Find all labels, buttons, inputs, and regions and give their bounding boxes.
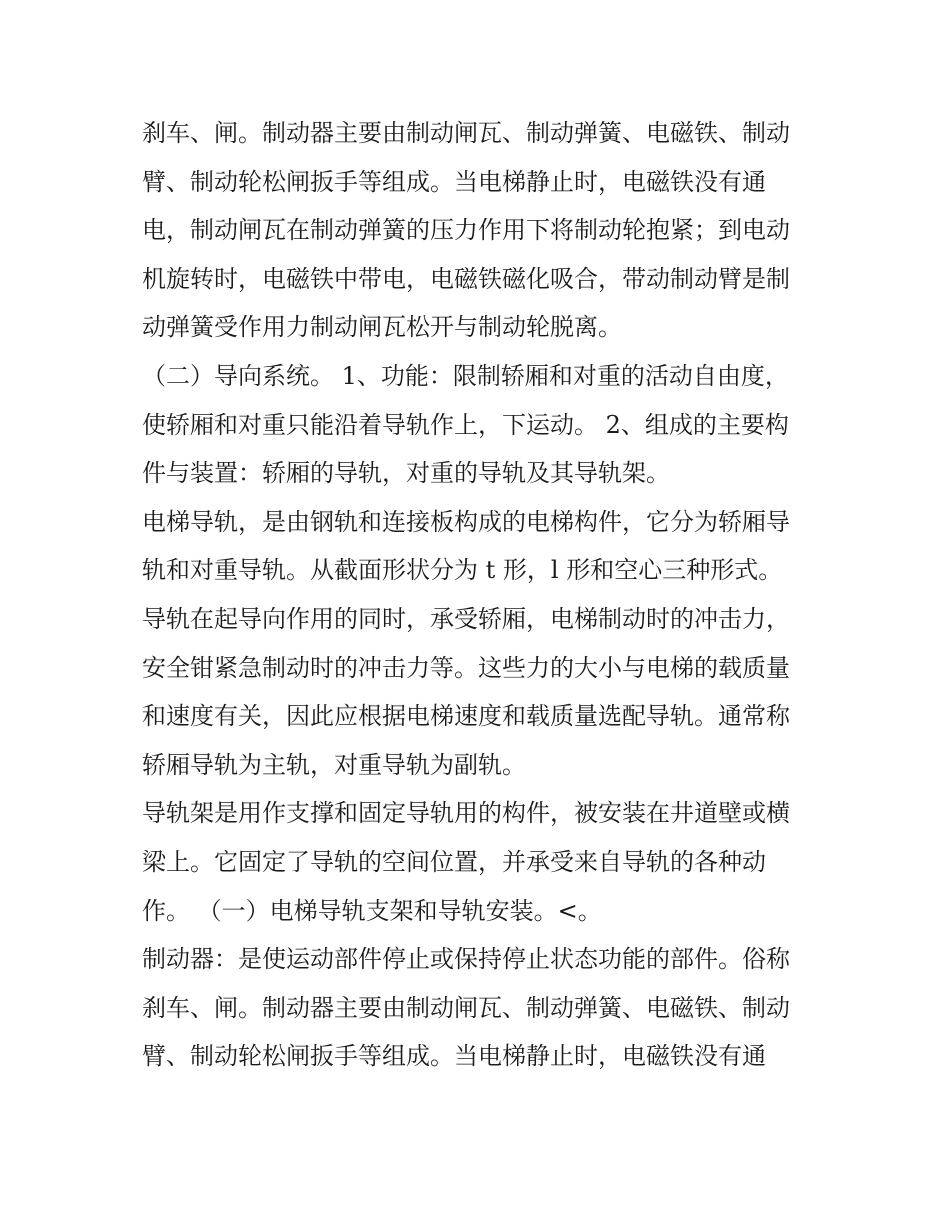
text-line: 臂、制动轮松闸扳手等组成。当电梯静止时，电磁铁没有通 [142,167,766,196]
text-line: 轨和对重导轨。从截面形状分为 t 形，l 形和空心三种形式。 [142,556,783,585]
text-line: 机旋转时，电磁铁中带电，电磁铁磁化吸合，带动制动臂是制 [142,264,790,293]
text-line: 臂、制动轮松闸扳手等组成。当电梯静止时，电磁铁没有通 [142,1042,766,1071]
text-line: 件与装置：轿厢的导轨，对重的导轨及其导轨架。 [142,459,670,488]
text-line: 作。 （一）电梯导轨支架和导轨安装。<。 [142,896,602,925]
text-line: 导轨在起导向作用的同时，承受轿厢，电梯制动时的冲击力， [142,604,790,633]
text-line: 和速度有关，因此应根据电梯速度和载质量选配导轨。通常称 [142,702,790,731]
text-line: 电，制动闸瓦在制动弹簧的压力作用下将制动轮抱紧；到电动 [142,216,790,245]
text-line: 使轿厢和对重只能沿着导轨作上，下运动。 2、组成的主要构 [142,410,789,439]
text-line: 电梯导轨，是由钢轨和连接板构成的电梯构件，它分为轿厢导 [142,507,790,536]
text-line: 制动器：是使运动部件停止或保持停止状态功能的部件。俗称 [142,945,790,974]
text-line: （二）导向系统。 1、功能：限制轿厢和对重的活动自由度， [142,361,789,390]
text-line: 轿厢导轨为主轨，对重导轨为副轨。 [142,750,526,779]
text-line: 安全钳紧急制动时的冲击力等。这些力的大小与电梯的载质量 [142,653,790,682]
text-line: 动弹簧受作用力制动闸瓦松开与制动轮脱离。 [142,313,622,342]
body-text [142,109,822,1081]
text-line: 刹车、闸。制动器主要由制动闸瓦、制动弹簧、电磁铁、制动 [142,119,790,147]
text-line: 梁上。它固定了导轨的空间位置，并承受来自导轨的各种动 [142,847,766,876]
text-line: 导轨架是用作支撑和固定导轨用的构件，被安装在井道壁或横 [142,799,790,828]
text-line: 刹车、闸。制动器主要由制动闸瓦、制动弹簧、电磁铁、制动 [142,993,790,1022]
